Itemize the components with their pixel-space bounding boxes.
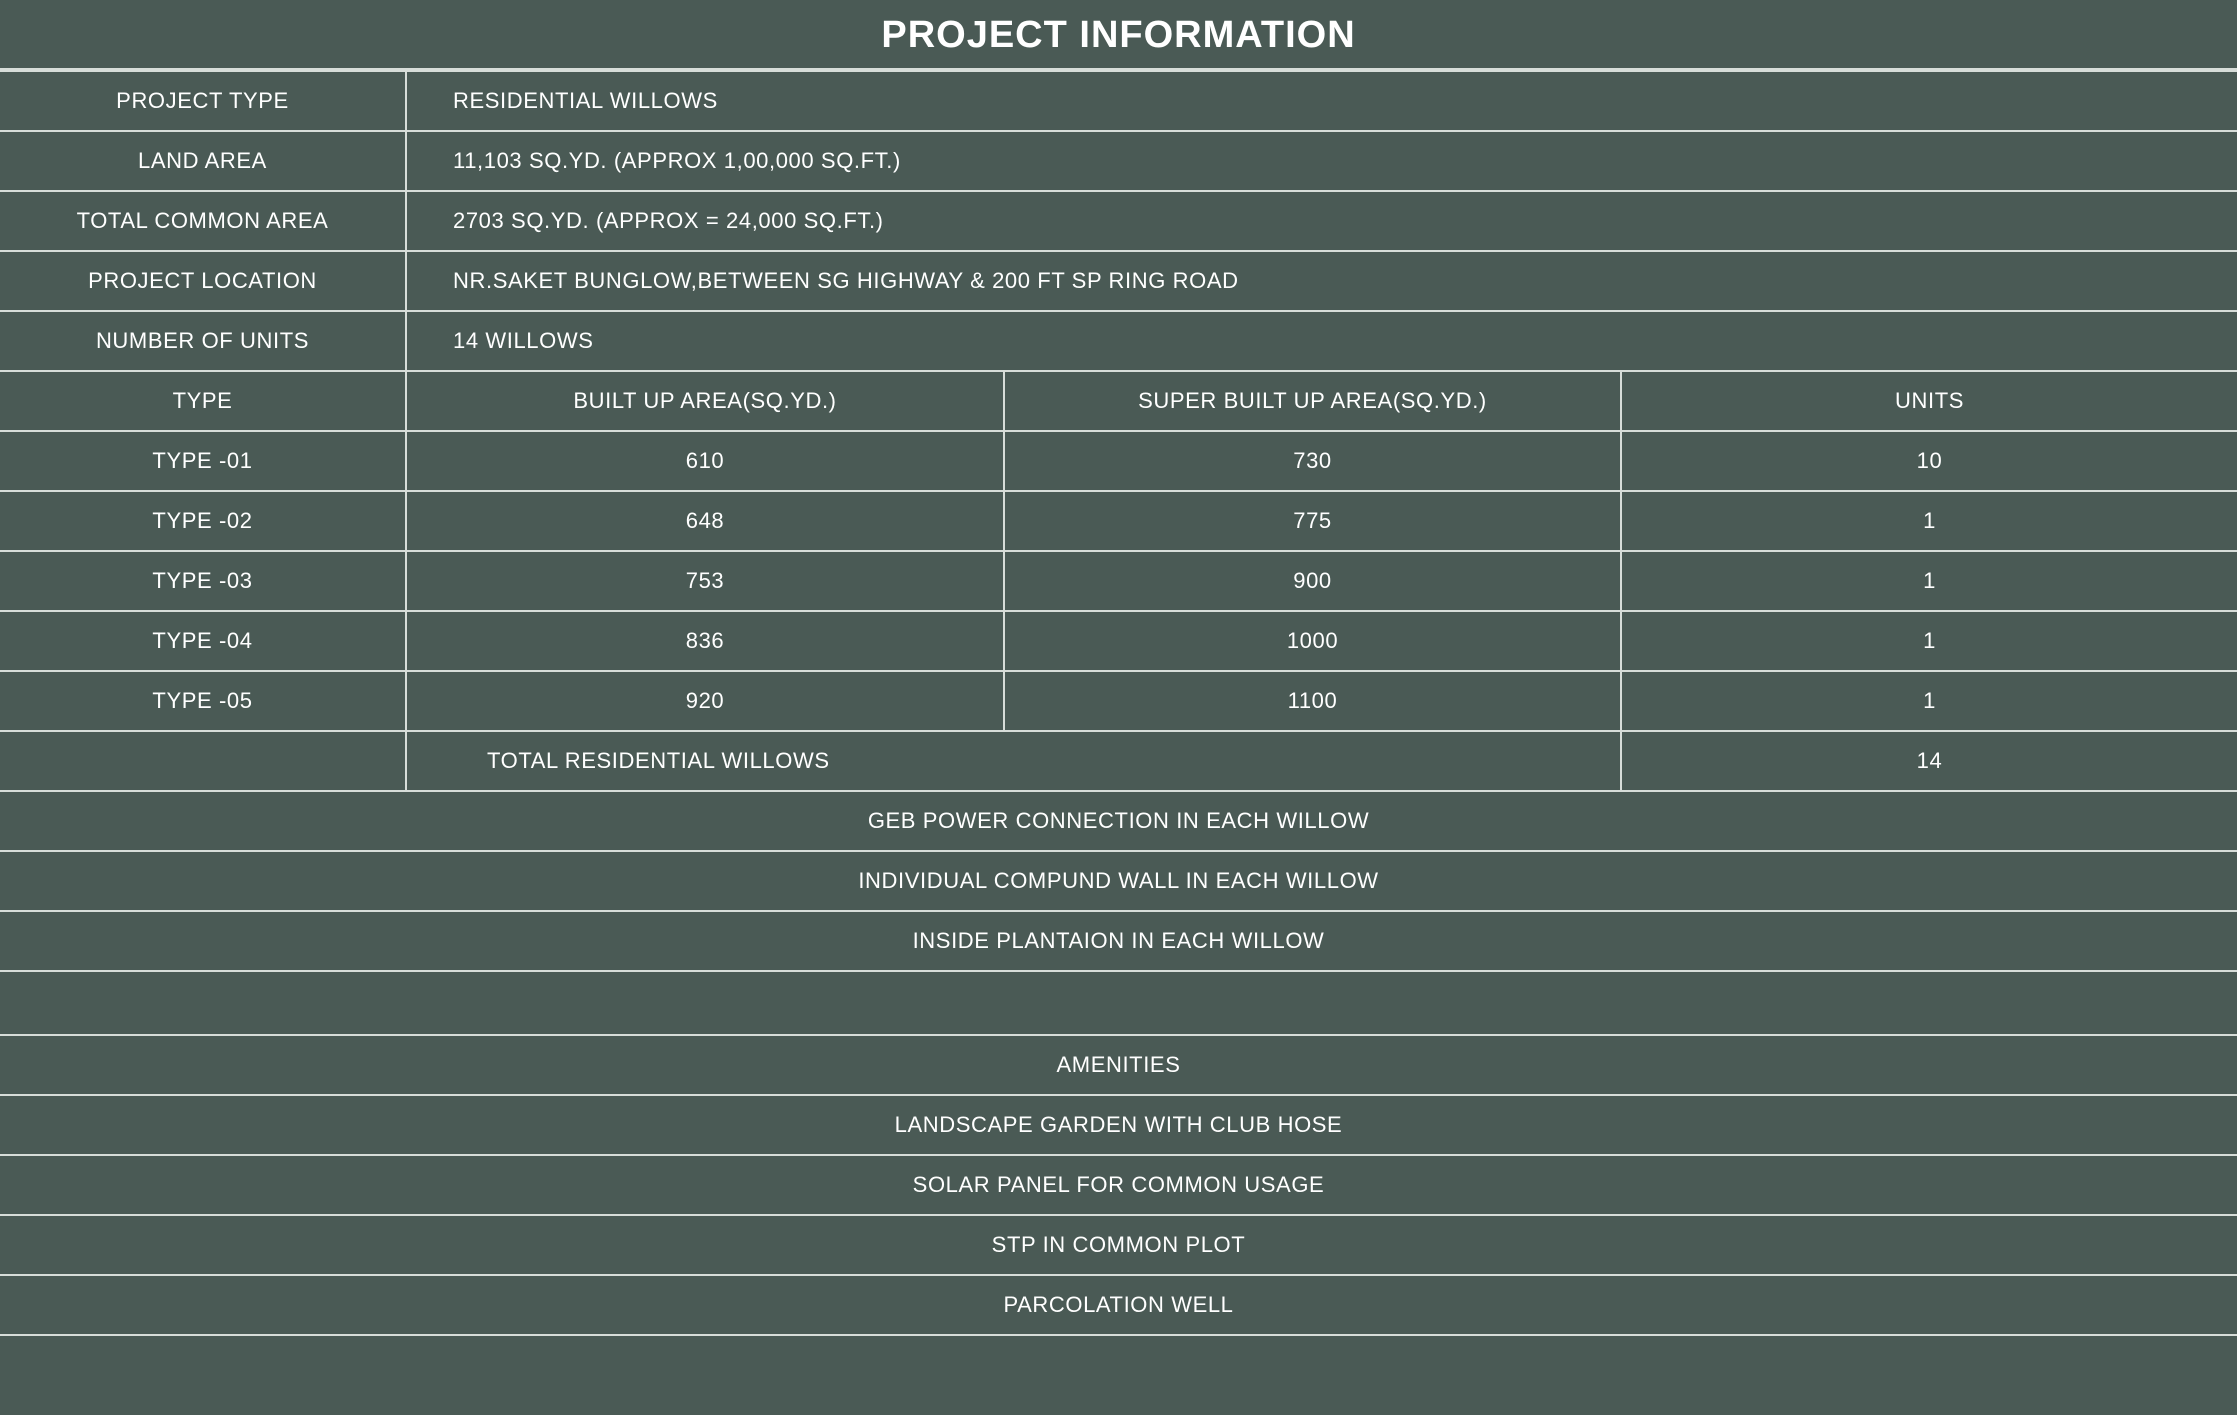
info-label: PROJECT LOCATION <box>0 251 406 311</box>
amenity-row <box>0 1155 2237 1215</box>
info-label: NUMBER OF UNITS <box>0 311 406 371</box>
units-cell: 10 <box>1621 431 2237 491</box>
total-row <box>0 731 2237 791</box>
built-up-area-cell: 610 <box>406 431 1004 491</box>
super-built-up-area-cell: 730 <box>1004 431 1621 491</box>
feature-text: INDIVIDUAL COMPUND WALL IN EACH WILLOW <box>0 851 2237 911</box>
units-cell: 1 <box>1621 611 2237 671</box>
amenity-text: PARCOLATION WELL <box>0 1275 2237 1335</box>
total-value: 14 <box>1621 731 2237 791</box>
super-built-up-area-cell: 1000 <box>1004 611 1621 671</box>
project-info-table <box>0 70 2237 1336</box>
units-header-row <box>0 371 2237 431</box>
info-label: LAND AREA <box>0 131 406 191</box>
total-empty-cell <box>0 731 406 791</box>
feature-row <box>0 911 2237 971</box>
table-row <box>0 491 2237 551</box>
info-row-project-type <box>0 71 2237 131</box>
total-label: TOTAL RESIDENTIAL WILLOWS <box>406 731 1621 791</box>
amenity-text: STP IN COMMON PLOT <box>0 1215 2237 1275</box>
units-cell: 1 <box>1621 491 2237 551</box>
unit-type-cell: TYPE -01 <box>0 431 406 491</box>
unit-type-cell: TYPE -04 <box>0 611 406 671</box>
column-header-type: TYPE <box>0 371 406 431</box>
info-row-common-area <box>0 191 2237 251</box>
column-header-super-built-up-area: SUPER BUILT UP AREA(SQ.YD.) <box>1004 371 1621 431</box>
info-label: PROJECT TYPE <box>0 71 406 131</box>
amenity-row <box>0 1275 2237 1335</box>
built-up-area-cell: 836 <box>406 611 1004 671</box>
amenities-heading: AMENITIES <box>0 1035 2237 1095</box>
built-up-area-cell: 753 <box>406 551 1004 611</box>
info-row-land-area <box>0 131 2237 191</box>
feature-text: INSIDE PLANTAION IN EACH WILLOW <box>0 911 2237 971</box>
super-built-up-area-cell: 775 <box>1004 491 1621 551</box>
column-header-built-up-area: BUILT UP AREA(SQ.YD.) <box>406 371 1004 431</box>
amenity-text: SOLAR PANEL FOR COMMON USAGE <box>0 1155 2237 1215</box>
units-cell: 1 <box>1621 671 2237 731</box>
units-cell: 1 <box>1621 551 2237 611</box>
info-row-number-of-units <box>0 311 2237 371</box>
unit-type-cell: TYPE -05 <box>0 671 406 731</box>
spacer-row <box>0 971 2237 1035</box>
info-value: 2703 SQ.YD. (APPROX = 24,000 SQ.FT.) <box>406 191 2237 251</box>
feature-row <box>0 791 2237 851</box>
super-built-up-area-cell: 1100 <box>1004 671 1621 731</box>
info-value: RESIDENTIAL WILLOWS <box>406 71 2237 131</box>
feature-row <box>0 851 2237 911</box>
info-value: NR.SAKET BUNGLOW,BETWEEN SG HIGHWAY & 200 FT SP RING ROAD <box>406 251 2237 311</box>
amenities-heading-row <box>0 1035 2237 1095</box>
built-up-area-cell: 648 <box>406 491 1004 551</box>
built-up-area-cell: 920 <box>406 671 1004 731</box>
feature-text: GEB POWER CONNECTION IN EACH WILLOW <box>0 791 2237 851</box>
info-value: 14 WILLOWS <box>406 311 2237 371</box>
amenity-row <box>0 1215 2237 1275</box>
super-built-up-area-cell: 900 <box>1004 551 1621 611</box>
page-title: PROJECT INFORMATION <box>0 0 2237 70</box>
table-row <box>0 671 2237 731</box>
amenity-text: LANDSCAPE GARDEN WITH CLUB HOSE <box>0 1095 2237 1155</box>
unit-type-cell: TYPE -02 <box>0 491 406 551</box>
spacer-cell <box>0 971 2237 1035</box>
info-value: 11,103 SQ.YD. (APPROX 1,00,000 SQ.FT.) <box>406 131 2237 191</box>
table-row <box>0 551 2237 611</box>
unit-type-cell: TYPE -03 <box>0 551 406 611</box>
table-row <box>0 611 2237 671</box>
table-row <box>0 431 2237 491</box>
amenity-row <box>0 1095 2237 1155</box>
column-header-units: UNITS <box>1621 371 2237 431</box>
info-label: TOTAL COMMON AREA <box>0 191 406 251</box>
info-row-project-location <box>0 251 2237 311</box>
